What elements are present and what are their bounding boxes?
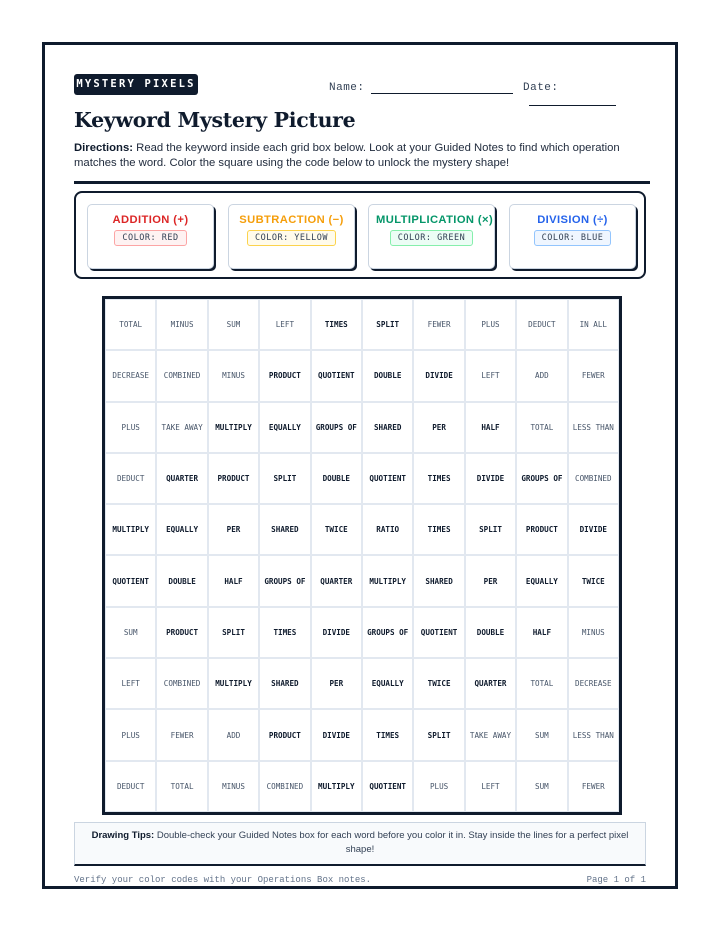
operation-name: DIVISION (÷): [537, 214, 608, 226]
color-code-chip: COLOR: BLUE: [534, 230, 612, 246]
grid-cell[interactable]: TIMES: [413, 453, 464, 504]
page-footer: [74, 875, 646, 885]
grid-cell[interactable]: SUM: [208, 299, 259, 350]
operation-card-addition: [87, 204, 214, 269]
worksheet-page: [42, 42, 678, 889]
tips-text: Double-check your Guided Notes box for each word before you color it in. Stay inside the lines for a perfect pixel shape!: [154, 830, 629, 855]
grid-cell[interactable]: DOUBLE: [362, 350, 413, 401]
grid-cell[interactable]: DIVIDE: [311, 709, 362, 760]
grid-cell[interactable]: COMBINED: [156, 658, 207, 709]
grid-cell[interactable]: MULTIPLY: [208, 658, 259, 709]
mystery-grid: [102, 296, 622, 815]
directions-label: Directions:: [74, 142, 134, 154]
grid-cell[interactable]: TIMES: [311, 299, 362, 350]
grid-cell[interactable]: LESS THAN: [568, 709, 619, 760]
grid-cell[interactable]: GROUPS OF: [259, 555, 310, 606]
grid-cell[interactable]: MULTIPLY: [311, 761, 362, 812]
grid-cell[interactable]: DIVIDE: [465, 453, 516, 504]
grid-cell[interactable]: PLUS: [465, 299, 516, 350]
header-row: [74, 74, 650, 98]
grid-cell[interactable]: QUOTIENT: [311, 350, 362, 401]
grid-cell[interactable]: FEWER: [568, 350, 619, 401]
date-field[interactable]: [523, 82, 650, 106]
grid-cell[interactable]: TWICE: [413, 658, 464, 709]
grid-cell[interactable]: HALF: [465, 402, 516, 453]
grid-cell[interactable]: DEDUCT: [516, 299, 567, 350]
page-number: Page 1 of 1: [586, 875, 646, 885]
operation-card-division: [509, 204, 636, 269]
grid-cell[interactable]: SHARED: [259, 504, 310, 555]
grid-cell[interactable]: DOUBLE: [156, 555, 207, 606]
grid-cell[interactable]: EQUALLY: [516, 555, 567, 606]
grid-cell[interactable]: TAKE AWAY: [465, 709, 516, 760]
date-line[interactable]: [529, 96, 616, 106]
name-field[interactable]: [329, 82, 513, 94]
grid-cell[interactable]: TIMES: [413, 504, 464, 555]
grid-cell[interactable]: SPLIT: [208, 607, 259, 658]
footer-note: Verify your color codes with your Operations Box notes.: [74, 875, 372, 885]
grid-cell[interactable]: TOTAL: [156, 761, 207, 812]
grid-cell[interactable]: SHARED: [362, 402, 413, 453]
grid-cell[interactable]: IN ALL: [568, 299, 619, 350]
grid-cell[interactable]: LEFT: [465, 761, 516, 812]
grid-cell[interactable]: SPLIT: [362, 299, 413, 350]
grid-cell[interactable]: TIMES: [362, 709, 413, 760]
page-title: Keyword Mystery Picture: [74, 108, 356, 132]
operation-name: SUBTRACTION (−): [239, 214, 344, 226]
grid-cell[interactable]: DOUBLE: [311, 453, 362, 504]
grid-cell[interactable]: QUARTER: [465, 658, 516, 709]
directions-text: Read the keyword inside each grid box below. Look at your Guided Notes to find which operation matches the word. Color the square using the code below to unlock the mystery shape!: [74, 142, 620, 169]
grid-cell[interactable]: COMBINED: [259, 761, 310, 812]
grid-cell[interactable]: FEWER: [156, 709, 207, 760]
grid-cell[interactable]: DIVIDE: [311, 607, 362, 658]
grid-cell[interactable]: DECREASE: [105, 350, 156, 401]
grid-cell[interactable]: DIVIDE: [413, 350, 464, 401]
grid-cell[interactable]: DECREASE: [568, 658, 619, 709]
grid-cell[interactable]: DOUBLE: [465, 607, 516, 658]
grid-cell[interactable]: QUARTER: [156, 453, 207, 504]
mystery-pixels-tag: MYSTERY PIXELS: [74, 74, 198, 95]
operation-name: MULTIPLICATION (×): [376, 214, 494, 226]
grid-cell[interactable]: EQUALLY: [259, 402, 310, 453]
grid-cell[interactable]: SUM: [516, 761, 567, 812]
drawing-tips: [74, 822, 646, 866]
tips-label: Drawing Tips:: [91, 830, 155, 841]
mystery-grid-cells: [105, 299, 619, 812]
grid-cell[interactable]: MINUS: [156, 299, 207, 350]
grid-cell[interactable]: MINUS: [568, 607, 619, 658]
grid-cell[interactable]: LESS THAN: [568, 402, 619, 453]
grid-cell[interactable]: PRODUCT: [516, 504, 567, 555]
grid-cell[interactable]: MINUS: [208, 350, 259, 401]
grid-cell[interactable]: ADD: [516, 350, 567, 401]
grid-cell[interactable]: PLUS: [105, 402, 156, 453]
grid-cell[interactable]: PER: [465, 555, 516, 606]
grid-cell[interactable]: PRODUCT: [208, 453, 259, 504]
grid-cell[interactable]: TIMES: [259, 607, 310, 658]
name-line[interactable]: [371, 84, 513, 94]
grid-cell[interactable]: SPLIT: [465, 504, 516, 555]
grid-cell[interactable]: PLUS: [105, 709, 156, 760]
grid-cell[interactable]: TWICE: [568, 555, 619, 606]
grid-cell[interactable]: RATIO: [362, 504, 413, 555]
grid-cell[interactable]: LEFT: [259, 299, 310, 350]
grid-cell[interactable]: QUOTIENT: [105, 555, 156, 606]
grid-cell[interactable]: TOTAL: [516, 402, 567, 453]
grid-cell[interactable]: FEWER: [413, 299, 464, 350]
grid-cell[interactable]: TAKE AWAY: [156, 402, 207, 453]
grid-cell[interactable]: LEFT: [465, 350, 516, 401]
grid-cell[interactable]: MULTIPLY: [362, 555, 413, 606]
grid-cell[interactable]: PER: [208, 504, 259, 555]
grid-cell[interactable]: TWICE: [311, 504, 362, 555]
grid-cell[interactable]: QUARTER: [311, 555, 362, 606]
grid-cell[interactable]: SUM: [105, 607, 156, 658]
grid-cell[interactable]: COMBINED: [156, 350, 207, 401]
grid-cell[interactable]: LEFT: [105, 658, 156, 709]
operation-name: ADDITION (+): [112, 214, 189, 226]
grid-cell[interactable]: MULTIPLY: [208, 402, 259, 453]
grid-cell[interactable]: SPLIT: [259, 453, 310, 504]
grid-cell[interactable]: TOTAL: [105, 299, 156, 350]
grid-cell[interactable]: QUOTIENT: [362, 761, 413, 812]
grid-cell[interactable]: PRODUCT: [259, 709, 310, 760]
grid-cell[interactable]: MINUS: [208, 761, 259, 812]
grid-cell[interactable]: SUM: [516, 709, 567, 760]
grid-cell[interactable]: DEDUCT: [105, 453, 156, 504]
operations-box: [74, 191, 646, 279]
grid-cell[interactable]: DIVIDE: [568, 504, 619, 555]
grid-cell[interactable]: HALF: [208, 555, 259, 606]
grid-cell[interactable]: SPLIT: [413, 709, 464, 760]
grid-cell[interactable]: PLUS: [413, 761, 464, 812]
grid-cell[interactable]: GROUPS OF: [311, 402, 362, 453]
grid-cell[interactable]: ADD: [208, 709, 259, 760]
grid-cell[interactable]: PER: [311, 658, 362, 709]
grid-cell[interactable]: MULTIPLY: [105, 504, 156, 555]
grid-cell[interactable]: GROUPS OF: [516, 453, 567, 504]
grid-cell[interactable]: QUOTIENT: [413, 607, 464, 658]
grid-cell[interactable]: TOTAL: [516, 658, 567, 709]
grid-cell[interactable]: EQUALLY: [156, 504, 207, 555]
grid-cell[interactable]: GROUPS OF: [362, 607, 413, 658]
grid-cell[interactable]: PER: [413, 402, 464, 453]
date-label: Date:: [523, 82, 559, 94]
grid-cell[interactable]: SHARED: [259, 658, 310, 709]
grid-cell[interactable]: EQUALLY: [362, 658, 413, 709]
directions: [74, 141, 650, 171]
color-code-chip: COLOR: GREEN: [390, 230, 473, 246]
grid-cell[interactable]: DEDUCT: [105, 761, 156, 812]
grid-cell[interactable]: HALF: [516, 607, 567, 658]
operation-card-multiplication: [368, 204, 495, 269]
grid-cell[interactable]: SHARED: [413, 555, 464, 606]
color-code-chip: COLOR: RED: [114, 230, 186, 246]
grid-cell[interactable]: QUOTIENT: [362, 453, 413, 504]
header-divider: [74, 181, 650, 184]
name-label: Name:: [329, 82, 365, 94]
grid-cell[interactable]: FEWER: [568, 761, 619, 812]
grid-cell[interactable]: PRODUCT: [156, 607, 207, 658]
grid-cell[interactable]: COMBINED: [568, 453, 619, 504]
operation-card-subtraction: [228, 204, 355, 269]
grid-cell[interactable]: PRODUCT: [259, 350, 310, 401]
worksheet-content: [74, 74, 650, 885]
color-code-chip: COLOR: YELLOW: [247, 230, 336, 246]
